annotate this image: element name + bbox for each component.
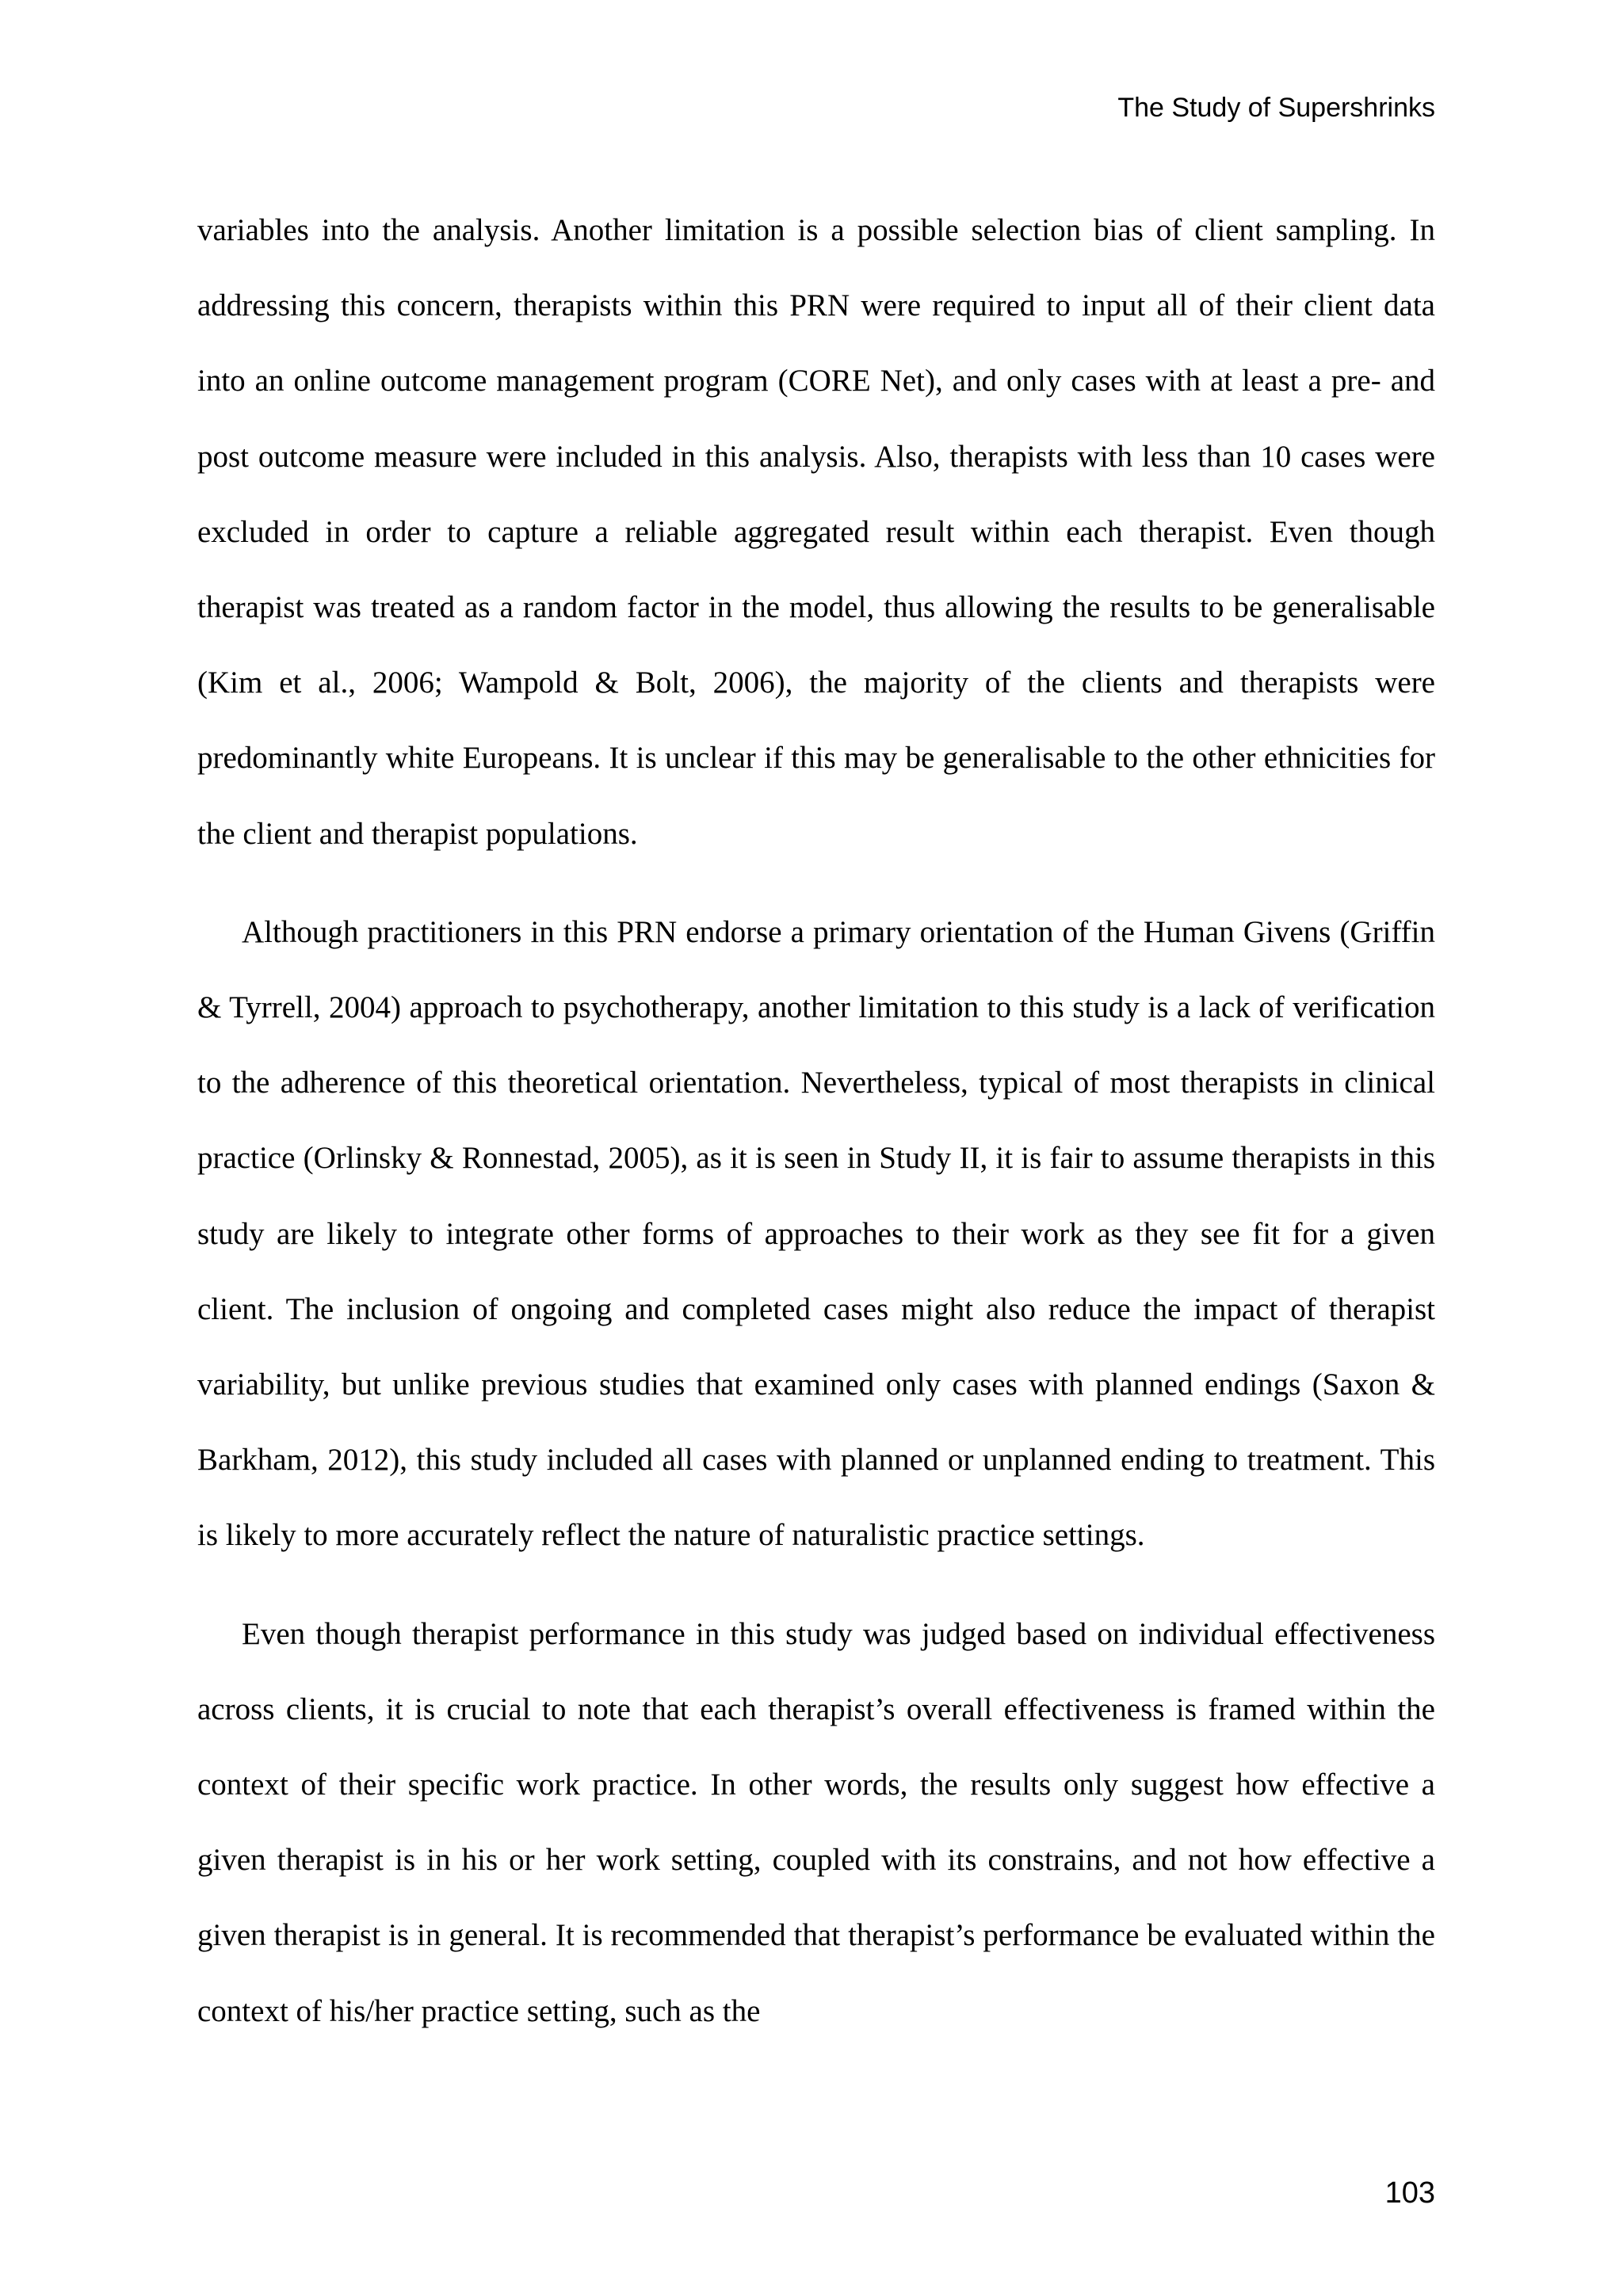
paragraph-3: Even though therapist performance in this study was judged based on individual effectiveness across clients, it is crucial to note that each therapist’s overall effectiveness is framed within the context of their specific work practice. In other words, the results only suggest how effective a given therapist is in his or her work setting, coupled with its constrains, and not how effective a given therapist is in general. It is recommended that therapist’s performance be evaluated within the context of his/her practice setting, such as the [197,1616,1435,2028]
running-header-title: The Study of Supershrinks [1117,93,1435,123]
paragraph-2: Although practitioners in this PRN endorse a primary orientation of the Human Givens (Griffin & Tyrrell, 2004) approach to psychotherapy, another limitation to this study is a lack of verification to the adherence of this theoretical orientation. Nevertheless, typical of most therapists in clinical practice (Orlinsky & Ronnestad, 2005), as it is seen in Study II, it is fair to assume therapists in this study are likely to integrate other forms of approaches to their work as they see fit for a given client. The inclusion of ongoing and completed cases might also reduce the impact of therapist variability, but unlike previous studies that examined only cases with planned endings (Saxon & Barkham, 2012), this study included all cases with planned or unplanned ending to treatment. This is likely to more accurately reflect the nature of naturalistic practice settings. [197,914,1435,1553]
body-text [197,193,1435,2049]
paragraph-1: variables into the analysis. Another limitation is a possible selection bias of client sampling. In addressing this concern, therapists within this PRN were required to input all of their client data into an online outcome management program (CORE Net), and only cases with at least a pre- and post outcome measure were included in this analysis. Also, therapists with less than 10 cases were excluded in order to capture a reliable aggregated result within each therapist. Even though therapist was treated as a random factor in the model, thus allowing the results to be generalisable (Kim et al., 2006; Wampold & Bolt, 2006), the majority of the clients and therapists were predominantly white Europeans. It is unclear if this may be generalisable to the other ethnicities for the client and therapist populations. [197,213,1435,851]
page-number: 103 [1384,2176,1435,2210]
